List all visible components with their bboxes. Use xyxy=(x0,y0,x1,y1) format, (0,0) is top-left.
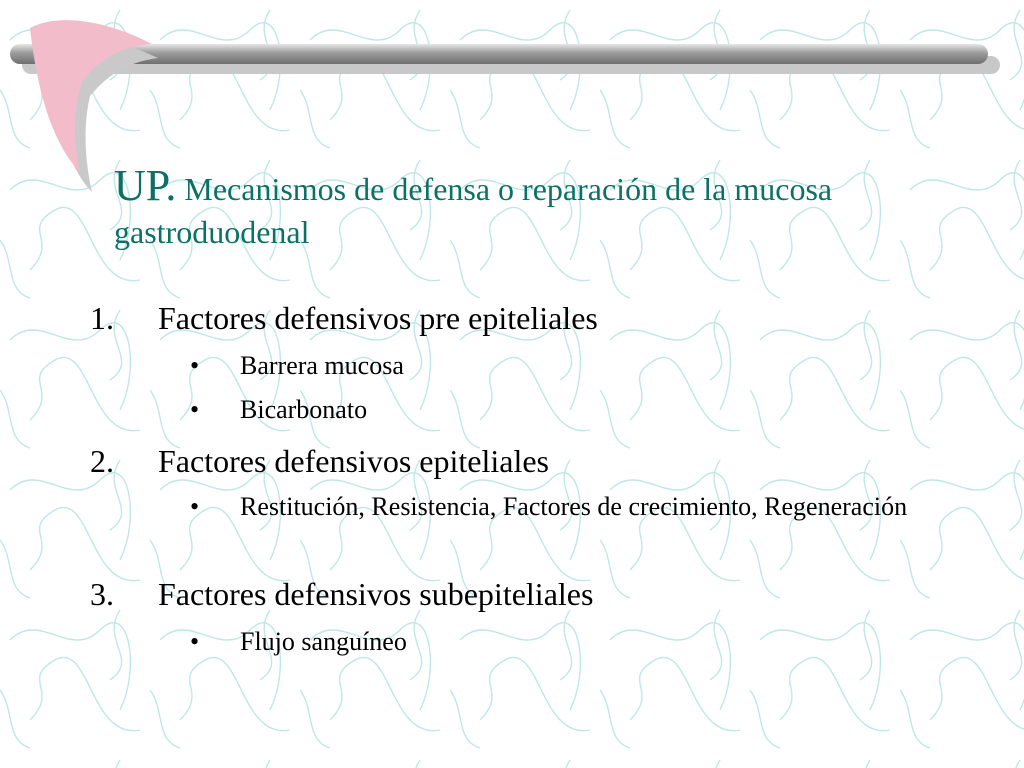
list-item-number: 3. xyxy=(90,576,114,612)
list-item-number: 2. xyxy=(90,443,114,479)
sub-item-text: Bicarbonato xyxy=(240,395,368,424)
list-item-text: Factores defensivos subepiteliales xyxy=(158,576,594,612)
bullet-icon: • xyxy=(190,492,200,521)
bullet-icon: • xyxy=(190,395,200,424)
list-item-text: Factores defensivos epiteliales xyxy=(158,443,549,479)
list-item-number: 1. xyxy=(90,300,114,336)
title-prefix: UP. xyxy=(114,161,177,210)
bullet-icon: • xyxy=(190,627,200,656)
list-item-text: Factores defensivos pre epiteliales xyxy=(158,300,598,336)
sub-item-text: Flujo sanguíneo xyxy=(240,627,407,656)
sub-item-text: Barrera mucosa xyxy=(240,351,404,380)
sub-item-text: Restitución, Resistencia, Factores de crecimiento, Regeneración xyxy=(240,492,908,521)
title-text: Mecanismos de defensa o reparación de la mucosa gastroduodenal xyxy=(114,171,833,250)
bullet-icon: • xyxy=(190,351,200,380)
